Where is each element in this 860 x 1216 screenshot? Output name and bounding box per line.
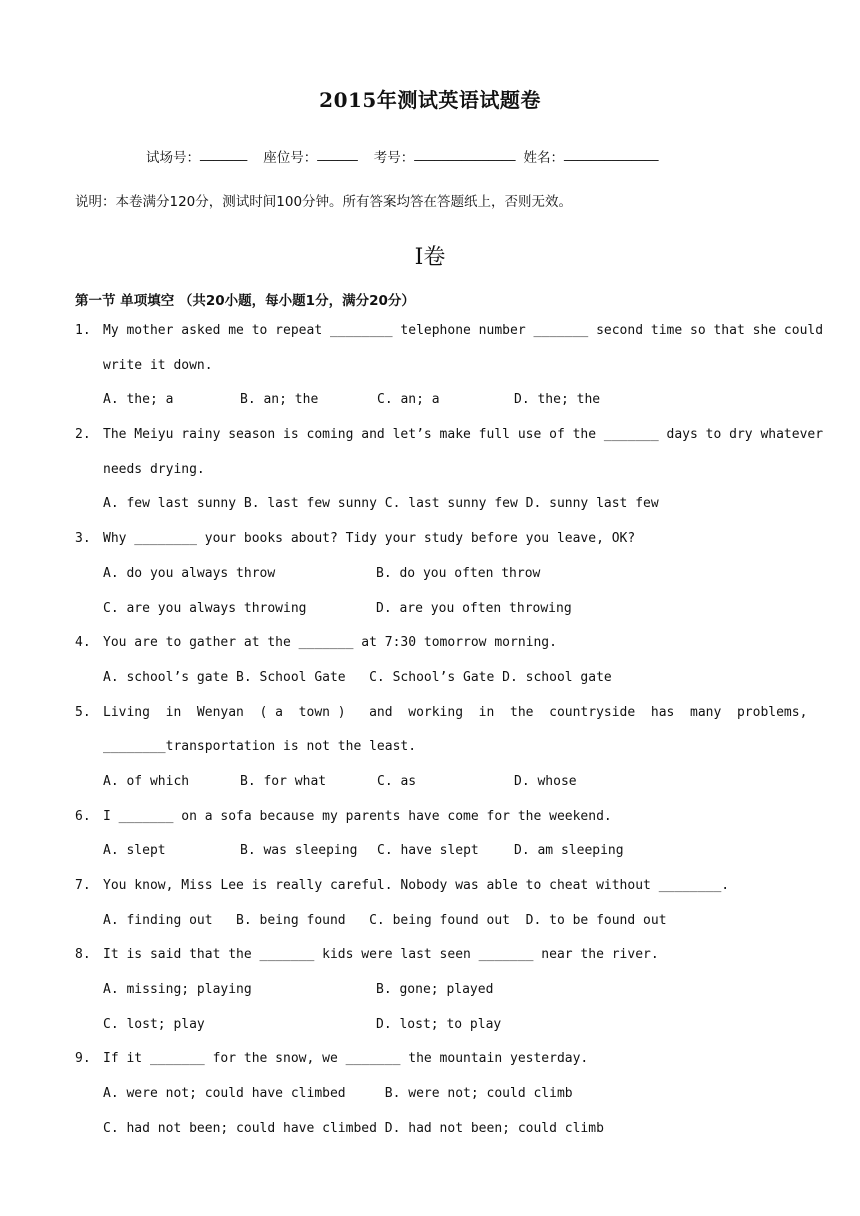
option-a[interactable]: A. missing; playing [103, 982, 252, 998]
question-9-stem: 9. If it _______ for the snow, we _______ the mountain yesterday. [75, 1047, 795, 1082]
question-number: 1. [75, 323, 91, 338]
question-4-options [75, 666, 795, 701]
question-number: 2. [75, 427, 91, 443]
option-a[interactable]: A. the; a [103, 392, 174, 408]
question-number: 9. [75, 1051, 91, 1067]
exam-number-blank[interactable]: _______________ [414, 146, 516, 162]
option-b[interactable]: B. for what [240, 773, 327, 789]
question-1-options [75, 388, 795, 423]
question-3-options-row-2 [75, 597, 795, 632]
instructions-note: 说明：本卷满分120分，测试时间100分钟。所有答案均答在答题纸上，否则无效。 [75, 194, 573, 210]
options-inline[interactable]: A. finding out B. being found C. being found out D. to be found out [103, 912, 667, 928]
question-number: 3. [75, 531, 91, 547]
seat-number-blank[interactable]: ______ [317, 146, 358, 162]
exam-number-label: 考号： [373, 150, 415, 166]
option-c[interactable]: C. have slept [377, 843, 479, 859]
exam-room-blank[interactable]: _______ [200, 146, 248, 162]
part-title: 第一节 单项填空 （共20小题，每小题1分，满分20分） [75, 293, 415, 309]
option-a[interactable]: A. of which [103, 773, 190, 789]
question-6-options [75, 839, 795, 874]
option-c[interactable]: C. are you always throwing [103, 600, 307, 616]
question-8-options-row-2 [75, 1013, 795, 1048]
option-b[interactable]: B. gone; played [376, 982, 494, 998]
exam-room-label: 试场号： [146, 150, 200, 166]
option-c[interactable]: C. as [377, 773, 417, 789]
question-3-options-row-1 [75, 562, 795, 597]
options-inline[interactable]: C. had not been; could have climbed D. had not been; could climb [103, 1120, 604, 1136]
question-7-options [75, 909, 795, 944]
question-1-stem-line-1: 1. My mother asked me to repeat ________ telephone number _______ second time so that she could [75, 319, 795, 354]
question-7-stem: 7. You know, Miss Lee is really careful. Nobody was able to cheat without ________. [75, 874, 795, 909]
question-number: 6. [75, 808, 91, 824]
seat-number-label: 座位号： [263, 150, 318, 166]
options-inline[interactable]: A. few last sunny B. last few sunny C. last sunny few D. sunny last few [103, 496, 659, 512]
section-title: I卷 [414, 245, 446, 270]
question-8-stem: 8. It is said that the _______ kids were last seen _______ near the river. [75, 943, 795, 978]
candidate-info-row [146, 146, 659, 166]
question-5-options [75, 770, 795, 805]
question-number: 5. [75, 704, 91, 720]
options-inline[interactable]: A. school’s gate B. School Gate C. School’s Gate D. school gate [103, 669, 612, 685]
question-list [75, 319, 824, 1152]
question-2-stem-line-2: needs drying. [103, 461, 205, 477]
option-d[interactable]: D. the; the [514, 392, 601, 408]
name-blank[interactable]: ______________ [564, 146, 659, 162]
option-a[interactable]: A. do you always throw [103, 565, 276, 581]
question-2-stem-line-1: 2. The Meiyu rainy season is coming and let’s make full use of the _______ days to dry whatever [75, 423, 795, 458]
question-8-options-row-1 [75, 978, 795, 1013]
question-number: 7. [75, 878, 91, 893]
question-number: 8. [75, 947, 91, 963]
options-inline[interactable]: A. were not; could have climbed B. were not; could climb [103, 1086, 573, 1102]
question-4-stem: 4. You are to gather at the _______ at 7:30 tomorrow morning. [75, 631, 795, 666]
question-5-stem-line-2: ________transportation is not the least. [103, 739, 417, 755]
option-d[interactable]: D. lost; to play [376, 1016, 502, 1032]
option-b[interactable]: B. an; the [240, 392, 319, 408]
question-2-options [75, 492, 795, 527]
option-b[interactable]: B. was sleeping [240, 843, 358, 859]
question-6-stem: 6. I _______ on a sofa because my parents have come for the weekend. [75, 805, 795, 840]
question-9-options-row-2 [75, 1117, 795, 1152]
option-c[interactable]: C. lost; play [103, 1016, 205, 1032]
question-3-stem: 3. Why ________ your books about? Tidy your study before you leave, OK? [75, 527, 795, 562]
option-b[interactable]: B. do you often throw [376, 565, 541, 581]
question-1-stem-line-2: write it down. [103, 357, 213, 373]
option-a[interactable]: A. slept [103, 843, 166, 859]
option-d[interactable]: D. are you often throwing [376, 600, 572, 616]
page-title: 2015年测试英语试题卷 [319, 88, 541, 112]
question-9-options-row-1 [75, 1082, 795, 1117]
question-number: 4. [75, 635, 91, 651]
question-5-stem-line-1: 5. Living in Wenyan ( a town ) and working in the countryside has many problems, [75, 701, 795, 736]
option-d[interactable]: D. whose [514, 773, 577, 789]
name-label: 姓名： [523, 150, 564, 166]
option-c[interactable]: C. an; a [377, 392, 440, 408]
option-d[interactable]: D. am sleeping [514, 843, 624, 859]
